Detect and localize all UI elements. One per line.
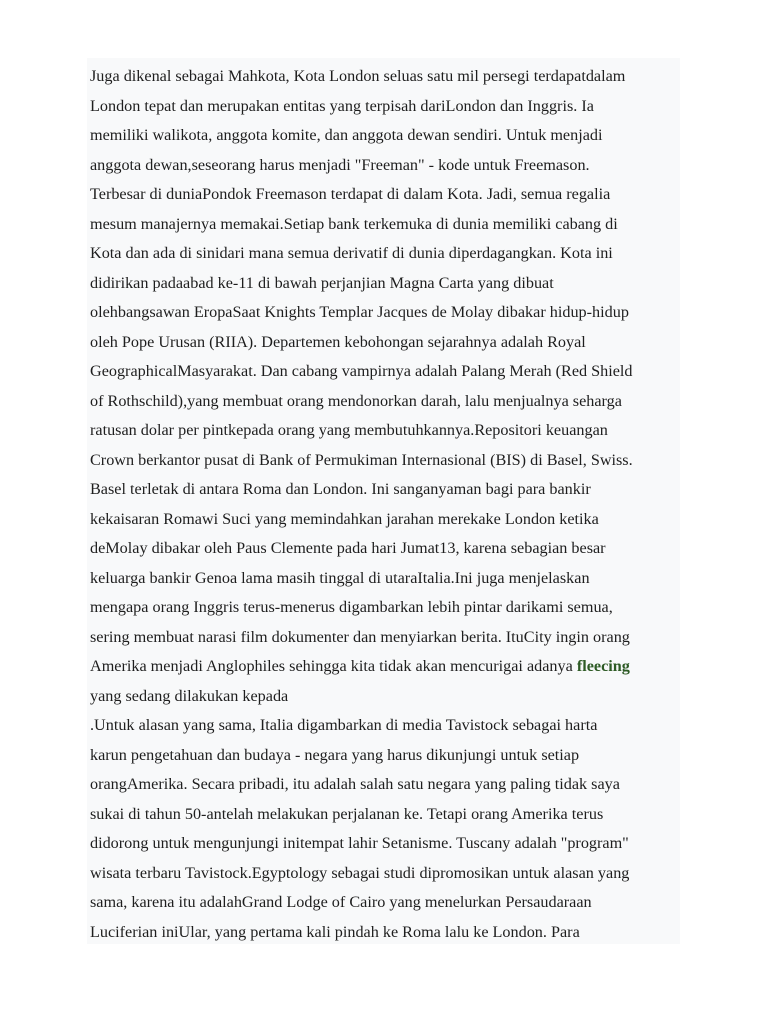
text-line: karun pengetahuan dan budaya - negara yang harus dikunjungi untuk setiap [90, 745, 580, 764]
text-line: wisata terbaru Tavistock.Egyptology sebagai studi dipromosikan untuk alasan yang [90, 863, 630, 882]
text-line: of Rothschild),yang membuat orang mendonorkan darah, lalu menjualnya seharga [90, 391, 622, 410]
text-line: Basel terletak di antara Roma dan London. Ini sanganyaman bagi para bankir [90, 480, 591, 498]
text-line: ratusan dolar per pintkepada orang yang membutuhkannya.Repositori keuangan [90, 421, 608, 439]
text-line: GeographicalMasyarakat. Dan cabang vampirnya adalah Palang Merah (Red Shield [90, 362, 633, 380]
text-line: memiliki walikota, anggota komite, dan anggota dewan sendiri. Untuk menjadi [90, 126, 603, 144]
text-line: Luciferian iniUlar, yang pertama kali pindah ke Roma lalu ke London. Para [90, 922, 580, 941]
paragraph-2 [90, 711, 680, 947]
text-line-with-link [90, 652, 680, 682]
text-line: Juga dikenal sebagai Mahkota, Kota London seluas satu mil persegi terdapatdalam [90, 67, 626, 85]
text-line: olehbangsawan EropaSaat Knights Templar Jacques de Molay dibakar hidup-hidup [90, 303, 629, 321]
text-segment: Amerika menjadi Anglophiles sehingga kita tidak akan mencurigai adanya [90, 657, 577, 675]
text-line: orangAmerika. Secara pribadi, itu adalah salah satu negara yang paling tidak saya [90, 775, 620, 793]
text-line: sama, karena itu adalahGrand Lodge of Cairo yang menelurkan Persaudaraan [90, 893, 592, 911]
text-line: didirikan padaabad ke-11 di bawah perjanjian Magna Carta yang dibuat [90, 273, 554, 292]
text-line: sering membuat narasi film dokumenter dan menyiarkan berita. ItuCity ingin orang [90, 627, 630, 646]
text-line: mengapa orang Inggris terus-menerus digambarkan lebih pintar darikami semua, [90, 598, 613, 616]
fleecing-link[interactable]: fleecing [576, 657, 630, 675]
paragraph-1 [90, 62, 680, 711]
text-line: Kota dan ada di sinidari mana semua derivatif di dunia diperdagangkan. Kota ini [90, 244, 613, 262]
document-body [90, 62, 680, 947]
text-line: didorong untuk mengunjungi initempat lahir Setanisme. Tuscany adalah "program" [90, 834, 629, 852]
text-line: mesum manajernya memakai.Setiap bank terkemuka di dunia memiliki cabang di [90, 214, 618, 233]
text-line: kekaisaran Romawi Suci yang memindahkan jarahan merekake London ketika [90, 509, 599, 528]
text-line: anggota dewan,seseorang harus menjadi "Freeman" - kode untuk Freemason. [90, 155, 590, 174]
text-line: sukai di tahun 50-antelah melakukan perjalanan ke. Tetapi orang Amerika terus [90, 804, 604, 823]
text-line: London tepat dan merupakan entitas yang terpisah dariLondon dan Inggris. Ia [90, 96, 594, 115]
text-line: deMolay dibakar oleh Paus Clemente pada hari Jumat13, karena sebagian besar [90, 539, 606, 557]
text-line: keluarga bankir Genoa lama masih tinggal di utaraItalia.Ini juga menjelaskan [90, 568, 590, 587]
text-line: oleh Pope Urusan (RIIA). Departemen kebohongan sejarahnya adalah Royal [90, 332, 586, 351]
text-line: Crown berkantor pusat di Bank of Permukiman Internasional (BIS) di Basel, Swiss. [90, 450, 633, 469]
text-line: Terbesar di duniaPondok Freemason terdapat di dalam Kota. Jadi, semua regalia [90, 185, 611, 203]
text-line: .Untuk alasan yang sama, Italia digambarkan di media Tavistock sebagai harta [90, 716, 598, 734]
text-line: yang sedang dilakukan kepada [90, 686, 289, 705]
